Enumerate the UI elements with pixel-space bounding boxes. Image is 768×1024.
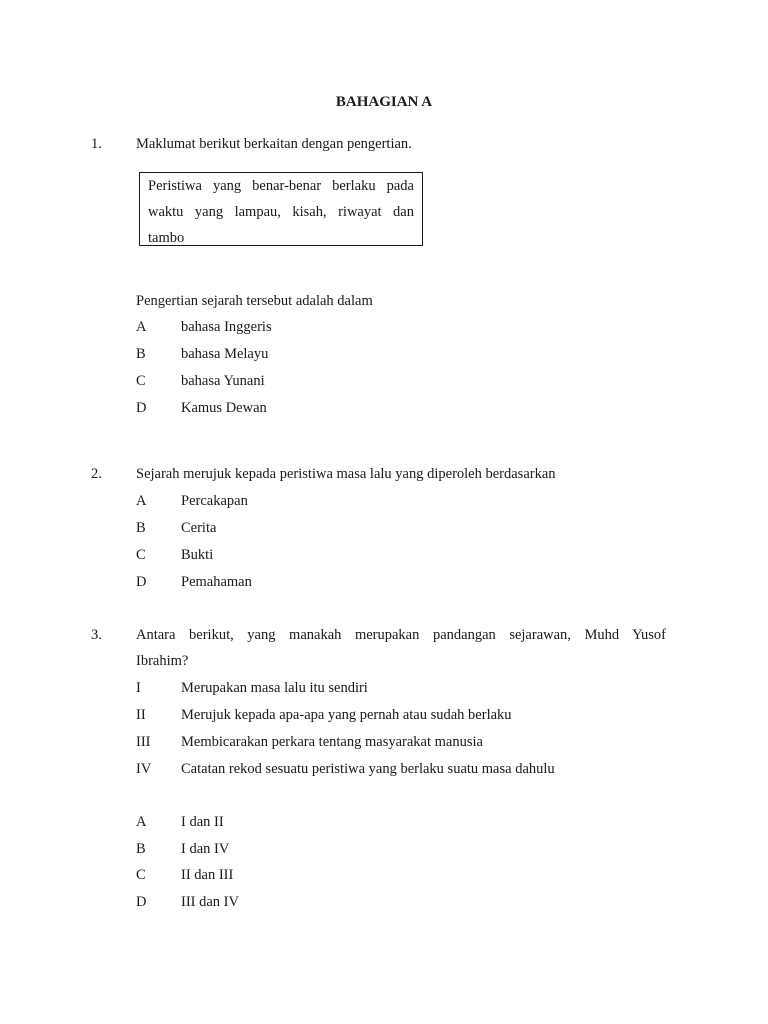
option-text: bahasa Yunani: [181, 373, 265, 389]
statement-text: Merujuk kepada apa-apa yang pernah atau sudah berlaku: [181, 707, 512, 723]
question-2-number: 2.: [91, 466, 102, 482]
option-letter: C: [136, 373, 146, 389]
option-letter: C: [136, 547, 146, 563]
option-letter: A: [136, 319, 147, 335]
info-box-line: tambo: [148, 230, 185, 246]
option-text: II dan III: [181, 867, 234, 883]
statement-text: Merupakan masa lalu itu sendiri: [181, 680, 368, 696]
option-letter: D: [136, 574, 147, 590]
question-3-stem: Antara berikut, yang manakah merupakan pandangan sejarawan, Muhd Yusof: [136, 627, 666, 643]
option-text: bahasa Melayu: [181, 346, 269, 362]
option-text: Pemahaman: [181, 574, 252, 590]
question-1-stem: Maklumat berikut berkaitan dengan pengertian.: [136, 136, 412, 152]
option-letter: C: [136, 867, 146, 883]
option-text: III dan IV: [181, 894, 239, 910]
option-letter: D: [136, 894, 147, 910]
info-box-line: Peristiwa yang benar-benar berlaku pada: [148, 178, 414, 194]
option-letter: B: [136, 841, 146, 857]
statement-text: Membicarakan perkara tentang masyarakat manusia: [181, 734, 483, 750]
option-text: I dan II: [181, 814, 224, 830]
option-letter: D: [136, 400, 147, 416]
question-1-number: 1.: [91, 136, 102, 152]
section-title: BAHAGIAN A: [335, 94, 433, 110]
option-text: Bukti: [181, 547, 214, 563]
info-box: [139, 172, 423, 246]
option-text: bahasa Inggeris: [181, 319, 272, 335]
question-3-stem-cont: Ibrahim?: [136, 653, 189, 669]
option-text: Percakapan: [181, 493, 248, 509]
info-box-line: waktu yang lampau, kisah, riwayat dan: [148, 204, 414, 220]
statement-numeral: III: [136, 734, 151, 750]
option-letter: A: [136, 493, 147, 509]
option-text: Kamus Dewan: [181, 400, 267, 416]
option-letter: B: [136, 520, 146, 536]
question-3-number: 3.: [91, 627, 102, 643]
question-2-stem: Sejarah merujuk kepada peristiwa masa lalu yang diperoleh berdasarkan: [136, 466, 556, 482]
option-letter: A: [136, 814, 147, 830]
statement-numeral: I: [136, 680, 141, 696]
option-letter: B: [136, 346, 146, 362]
statement-numeral: IV: [136, 761, 152, 777]
option-text: I dan IV: [181, 841, 230, 857]
option-text: Cerita: [181, 520, 217, 536]
statement-numeral: II: [136, 707, 146, 723]
question-1-prompt: Pengertian sejarah tersebut adalah dalam: [136, 293, 373, 309]
statement-text: Catatan rekod sesuatu peristiwa yang berlaku suatu masa dahulu: [181, 761, 555, 777]
